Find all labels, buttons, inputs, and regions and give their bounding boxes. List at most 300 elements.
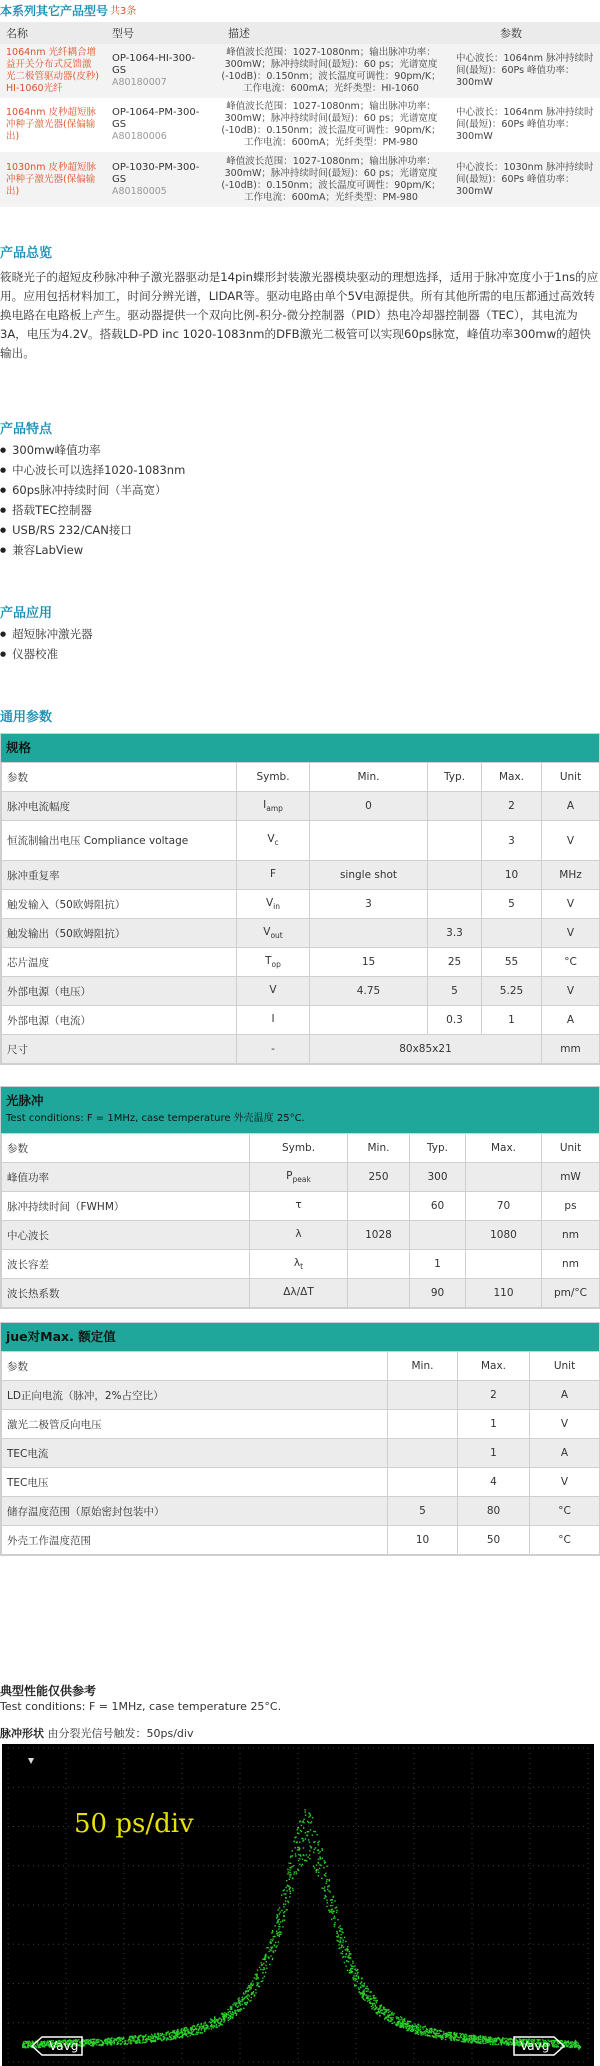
- trace-point: [354, 1969, 355, 1970]
- trace-point: [319, 1868, 320, 1869]
- trace-point: [131, 2043, 132, 2044]
- trace-point: [236, 2013, 237, 2014]
- trace-point: [328, 1910, 329, 1911]
- trace-point: [445, 2039, 446, 2040]
- trace-point: [331, 1909, 332, 1910]
- trace-point: [550, 2041, 551, 2042]
- trace-point: [449, 2035, 450, 2036]
- trace-point: [90, 2043, 91, 2044]
- trace-point: [231, 2014, 232, 2015]
- trigger-marker-icon: [28, 1758, 34, 1764]
- table-row: [2, 977, 600, 1006]
- trace-point: [293, 1865, 294, 1866]
- table-row: [2, 1279, 600, 1308]
- trace-point: [480, 2035, 481, 2036]
- trace-point: [272, 1958, 273, 1959]
- trace-point: [281, 1894, 282, 1895]
- trace-point: [162, 2033, 163, 2034]
- trace-point: [419, 2030, 420, 2031]
- trace-point: [324, 1860, 325, 1861]
- trace-point: [324, 1898, 325, 1899]
- trace-point: [289, 1896, 290, 1897]
- trace-point: [303, 1822, 304, 1823]
- trace-point: [157, 2039, 158, 2040]
- trace-point: [467, 2038, 468, 2039]
- trace-point: [308, 1812, 309, 1813]
- trace-point: [122, 2041, 123, 2042]
- min-cell: [310, 1006, 428, 1035]
- trace-point: [198, 2030, 199, 2031]
- trace-point: [216, 2024, 217, 2025]
- trace-point: [262, 1980, 263, 1981]
- trace-point: [552, 2044, 553, 2045]
- trace-point: [43, 2042, 44, 2043]
- trace-point: [212, 2021, 213, 2022]
- trace-point: [277, 1933, 278, 1934]
- trace-point: [456, 2035, 457, 2036]
- param-cell: 触发输入（50欧姆阻抗）: [2, 890, 237, 919]
- trace-point: [87, 2039, 88, 2040]
- trace-point: [214, 2017, 215, 2018]
- param-cell: TEC电流: [2, 1439, 388, 1468]
- trace-point: [331, 1905, 332, 1906]
- trace-point: [181, 2030, 182, 2031]
- trace-point: [413, 2025, 414, 2026]
- trace-point: [116, 2039, 117, 2040]
- trace-point: [213, 2027, 214, 2028]
- trace-point: [268, 1958, 269, 1959]
- table-row[interactable]: [0, 98, 600, 152]
- trace-point: [556, 2046, 557, 2047]
- trace-point: [288, 1886, 289, 1887]
- trace-point: [390, 2020, 391, 2021]
- trace-point: [294, 1841, 295, 1842]
- trace-point: [303, 1827, 304, 1828]
- trace-point: [404, 2020, 405, 2021]
- trace-point: [326, 1906, 327, 1907]
- trace-point: [388, 2016, 389, 2017]
- trace-point: [252, 1992, 253, 1993]
- trace-point: [348, 1955, 349, 1956]
- trace-point: [252, 1980, 253, 1981]
- product-model[interactable]: [106, 152, 212, 207]
- list-item: ● 搭载TEC控制器: [0, 500, 185, 520]
- param-cell: 恒流制输出电压 Compliance voltage: [2, 821, 237, 861]
- trace-point: [347, 1946, 348, 1947]
- trace-point: [255, 1974, 256, 1975]
- trace-point: [199, 2028, 200, 2029]
- trace-point: [298, 1833, 299, 1834]
- product-model[interactable]: [106, 44, 212, 98]
- trace-point: [334, 1916, 335, 1917]
- symbol-cell: [237, 792, 310, 821]
- symbol-sub: peak: [292, 1175, 311, 1185]
- trace-point: [179, 2037, 180, 2038]
- trace-point: [469, 2036, 470, 2037]
- trace-point: [553, 2040, 554, 2041]
- typ-cell: [428, 792, 482, 821]
- trace-point: [321, 1878, 322, 1879]
- trace-point: [142, 2039, 143, 2040]
- trace-point: [290, 1863, 291, 1864]
- spec-table-optical-pulse: [0, 1086, 600, 1309]
- table-row[interactable]: [0, 152, 600, 207]
- trace-point: [482, 2036, 483, 2037]
- performance-subtitle: Test conditions: F = 1MHz, case temperature 25°C.: [0, 1700, 282, 1713]
- trace-point: [370, 2003, 371, 2004]
- trace-point: [453, 2038, 454, 2039]
- trace-point: [36, 2047, 37, 2048]
- param-cell: 脉冲电流幅度: [2, 792, 237, 821]
- trace-point: [404, 2021, 405, 2022]
- trace-point: [408, 2028, 409, 2029]
- trace-point: [305, 1815, 306, 1816]
- trace-point: [191, 2028, 192, 2029]
- trace-point: [239, 2010, 240, 2011]
- trace-point: [194, 2026, 195, 2027]
- trace-point: [199, 2032, 200, 2033]
- trace-point: [325, 1896, 326, 1897]
- trace-point: [44, 2041, 45, 2042]
- trace-point: [262, 1958, 263, 1959]
- series-title: [0, 2, 136, 19]
- trace-point: [445, 2035, 446, 2036]
- symbol: λ: [295, 1227, 302, 1240]
- trace-point: [303, 1819, 304, 1820]
- trace-point: [264, 1968, 265, 1969]
- trace-point: [345, 1966, 346, 1967]
- trace-point: [415, 2030, 416, 2031]
- trace-point: [215, 2027, 216, 2028]
- trace-point: [265, 1959, 266, 1960]
- trace-point: [397, 2024, 398, 2025]
- table-row: [2, 821, 600, 861]
- trace-point: [318, 1844, 319, 1845]
- trace-point: [270, 1939, 271, 1940]
- trace-point: [39, 2044, 40, 2045]
- scope-scale-label: 50 ps/div: [74, 1809, 194, 1839]
- trace-point: [372, 2004, 373, 2005]
- symbol: Δλ/ΔT: [283, 1285, 314, 1298]
- trace-point: [501, 2044, 502, 2045]
- trace-point: [111, 2044, 112, 2045]
- unit-cell: V: [542, 977, 600, 1006]
- trace-point: [360, 1983, 361, 1984]
- trace-point: [166, 2032, 167, 2033]
- trace-point: [135, 2037, 136, 2038]
- trace-point: [272, 1930, 273, 1931]
- table-row: [2, 1192, 600, 1221]
- symbol-cell: [250, 1221, 348, 1250]
- trace-point: [362, 1993, 363, 1994]
- trace-point: [279, 1919, 280, 1920]
- trace-point: [338, 1944, 339, 1945]
- trace-point: [146, 2038, 147, 2039]
- trace-point: [155, 2039, 156, 2040]
- trace-point: [492, 2043, 493, 2044]
- product-link[interactable]: 1064nm 皮秒超短脉冲种子激光器(保偏输出): [6, 107, 96, 142]
- trace-point: [230, 2011, 231, 2012]
- trace-point: [166, 2040, 167, 2041]
- trace-point: [400, 2022, 401, 2023]
- trace-point: [202, 2032, 203, 2033]
- trace-point: [264, 1976, 265, 1977]
- trace-point: [92, 2039, 93, 2040]
- trace-point: [568, 2040, 569, 2041]
- trace-point: [279, 1931, 280, 1932]
- unit-cell: V: [542, 919, 600, 948]
- trace-point: [151, 2034, 152, 2035]
- pulse-trace: [22, 1809, 579, 2048]
- trace-point: [245, 1992, 246, 1993]
- trace-point: [98, 2039, 99, 2040]
- trace-point: [135, 2041, 136, 2042]
- trace-point: [344, 1962, 345, 1963]
- header-cell: Symb.: [237, 763, 310, 792]
- trace-point: [445, 2037, 446, 2038]
- trace-point: [285, 1887, 286, 1888]
- trace-point: [345, 1956, 346, 1957]
- trace-point: [363, 1991, 364, 1992]
- trace-point: [469, 2037, 470, 2038]
- trace-point: [326, 1866, 327, 1867]
- trace-point: [450, 2033, 451, 2034]
- trace-point: [208, 2028, 209, 2029]
- product-model[interactable]: [106, 98, 212, 152]
- table-row: [2, 1381, 600, 1410]
- trace-point: [272, 1938, 273, 1939]
- trace-point: [181, 2032, 182, 2033]
- trace-point: [368, 1988, 369, 1989]
- trace-point: [492, 2039, 493, 2040]
- trace-point: [553, 2046, 554, 2047]
- trace-point: [251, 1992, 252, 1993]
- trace-point: [436, 2031, 437, 2032]
- header-cell: Max.: [466, 1134, 542, 1163]
- trace-point: [251, 1997, 252, 1998]
- trace-point: [249, 1989, 250, 1990]
- trace-point: [139, 2042, 140, 2043]
- trace-point: [349, 1951, 350, 1952]
- trace-point: [233, 2012, 234, 2013]
- trace-point: [177, 2032, 178, 2033]
- trace-point: [223, 2017, 224, 2018]
- unit-cell: V: [530, 1410, 600, 1439]
- trace-point: [303, 1847, 304, 1848]
- trace-point: [402, 2024, 403, 2025]
- trace-point: [375, 2008, 376, 2009]
- trace-point: [302, 1859, 303, 1860]
- product-link[interactable]: 1064nm 光纤耦合增益开关分布式反馈激光二极管驱动器(皮秒) HI-1060光纤: [0, 44, 106, 98]
- trace-point: [323, 1888, 324, 1889]
- trace-point: [334, 1924, 335, 1925]
- trace-point: [79, 2045, 80, 2046]
- applications-title: 产品应用: [0, 606, 53, 621]
- trace-point: [386, 2011, 387, 2012]
- typ-cell: 3.3: [428, 919, 482, 948]
- series-count: 共3条: [110, 6, 137, 17]
- trace-point: [259, 1967, 260, 1968]
- trace-point: [200, 2024, 201, 2025]
- min-cell: [388, 1381, 458, 1410]
- trace-point: [463, 2038, 464, 2039]
- trace-point: [118, 2041, 119, 2042]
- trace-point: [42, 2046, 43, 2047]
- trace-point: [160, 2035, 161, 2036]
- typ-cell: 25: [428, 948, 482, 977]
- symbol-cell: [250, 1163, 348, 1192]
- spec-title: jue对Max. 额定值: [1, 1323, 599, 1351]
- trace-point: [306, 1854, 307, 1855]
- min-cell: [348, 1250, 410, 1279]
- header-cell: Min.: [348, 1134, 410, 1163]
- trace-point: [356, 1979, 357, 1980]
- trace-point: [478, 2039, 479, 2040]
- trace-point: [354, 1965, 355, 1966]
- min-cell: [348, 1279, 410, 1308]
- trace-point: [413, 2028, 414, 2029]
- trace-point: [319, 1864, 320, 1865]
- trace-point: [215, 2022, 216, 2023]
- trace-point: [420, 2034, 421, 2035]
- trace-point: [500, 2042, 501, 2043]
- trace-point: [224, 2012, 225, 2013]
- trace-point: [302, 1821, 303, 1822]
- trace-point: [278, 1932, 279, 1933]
- trace-point: [354, 1985, 355, 1986]
- trace-point: [492, 2041, 493, 2042]
- trace-point: [482, 2040, 483, 2041]
- trace-point: [496, 2039, 497, 2040]
- trace-point: [254, 1977, 255, 1978]
- trace-point: [364, 2000, 365, 2001]
- trace-point: [187, 2029, 188, 2030]
- trace-point: [392, 2017, 393, 2018]
- trace-point: [169, 2034, 170, 2035]
- table-row: [2, 1035, 600, 1064]
- trace-point: [232, 2017, 233, 2018]
- trace-point: [30, 2046, 31, 2047]
- trace-point: [125, 2040, 126, 2041]
- trace-point: [131, 2037, 132, 2038]
- product-params: 中心波长：1064nm 脉冲持续时间(最短)：60Ps 峰值功率：300mW: [450, 44, 600, 98]
- trace-point: [232, 2014, 233, 2015]
- trace-point: [504, 2042, 505, 2043]
- trace-point: [323, 1867, 324, 1868]
- trace-point: [345, 1941, 346, 1942]
- trace-point: [303, 1840, 304, 1841]
- trace-point: [120, 2040, 121, 2041]
- trace-point: [112, 2042, 113, 2043]
- trace-point: [95, 2040, 96, 2041]
- trace-point: [258, 1977, 259, 1978]
- trace-point: [186, 2030, 187, 2031]
- trace-point: [308, 1816, 309, 1817]
- trace-point: [296, 1873, 297, 1874]
- list-item: ● 中心波长可以选择1020-1083nm: [0, 460, 185, 480]
- trace-point: [384, 2014, 385, 2015]
- trace-point: [414, 2026, 415, 2027]
- trace-point: [500, 2040, 501, 2041]
- trace-point: [474, 2040, 475, 2041]
- trace-point: [487, 2042, 488, 2043]
- trace-point: [350, 1957, 351, 1958]
- trace-point: [114, 2042, 115, 2043]
- trace-point: [235, 2002, 236, 2003]
- header-cell: Unit: [530, 1352, 600, 1381]
- trace-point: [280, 1911, 281, 1912]
- trace-point: [246, 1996, 247, 1997]
- trace-point: [117, 2042, 118, 2043]
- trace-point: [223, 2021, 224, 2022]
- trace-point: [102, 2042, 103, 2043]
- trace-point: [484, 2037, 485, 2038]
- symbol-cell: [250, 1192, 348, 1221]
- trace-point: [496, 2044, 497, 2045]
- trace-point: [477, 2040, 478, 2041]
- trace-point: [203, 2025, 204, 2026]
- trace-point: [318, 1841, 319, 1842]
- trace-point: [204, 2028, 205, 2029]
- trace-point: [136, 2040, 137, 2041]
- trace-point: [210, 2018, 211, 2019]
- trace-point: [395, 2024, 396, 2025]
- trace-point: [459, 2033, 460, 2034]
- trace-point: [167, 2037, 168, 2038]
- unit-cell: MHz: [542, 861, 600, 890]
- trace-point: [290, 1891, 291, 1892]
- param-cell: 波长热系数: [2, 1279, 250, 1308]
- trace-point: [140, 2035, 141, 2036]
- trace-point: [355, 1973, 356, 1974]
- trace-point: [356, 1970, 357, 1971]
- table-row[interactable]: [0, 44, 600, 98]
- product-link[interactable]: 1030nm 皮秒超短脉冲种子激光器(保偏输出): [0, 152, 106, 207]
- trace-point: [343, 1939, 344, 1940]
- trace-point: [347, 1970, 348, 1971]
- trace-point: [448, 2032, 449, 2033]
- param-cell: 触发输出（50欧姆阻抗）: [2, 919, 237, 948]
- trace-point: [350, 1953, 351, 1954]
- trace-point: [251, 1994, 252, 1995]
- trace-point: [318, 1849, 319, 1850]
- unit-cell: °C: [530, 1497, 600, 1526]
- unit-cell: V: [530, 1468, 600, 1497]
- trace-point: [262, 1978, 263, 1979]
- trace-point: [556, 2044, 557, 2045]
- trace-point: [398, 2019, 399, 2020]
- max-cell: 80: [458, 1497, 530, 1526]
- trace-point: [191, 2031, 192, 2032]
- trace-point: [109, 2043, 110, 2044]
- trace-point: [86, 2042, 87, 2043]
- trace-point: [158, 2038, 159, 2039]
- unit-cell: pm/°C: [542, 1279, 600, 1308]
- trace-point: [340, 1952, 341, 1953]
- trace-point: [475, 2036, 476, 2037]
- trace-point: [338, 1927, 339, 1928]
- trace-point: [85, 2039, 86, 2040]
- trace-point: [319, 1851, 320, 1852]
- trace-point: [110, 2038, 111, 2039]
- trace-point: [347, 1950, 348, 1951]
- unit-cell: A: [530, 1439, 600, 1468]
- max-cell: 1: [482, 1006, 542, 1035]
- trace-point: [145, 2036, 146, 2037]
- trace-point: [423, 2033, 424, 2034]
- trace-point: [195, 2033, 196, 2034]
- trace-point: [331, 1899, 332, 1900]
